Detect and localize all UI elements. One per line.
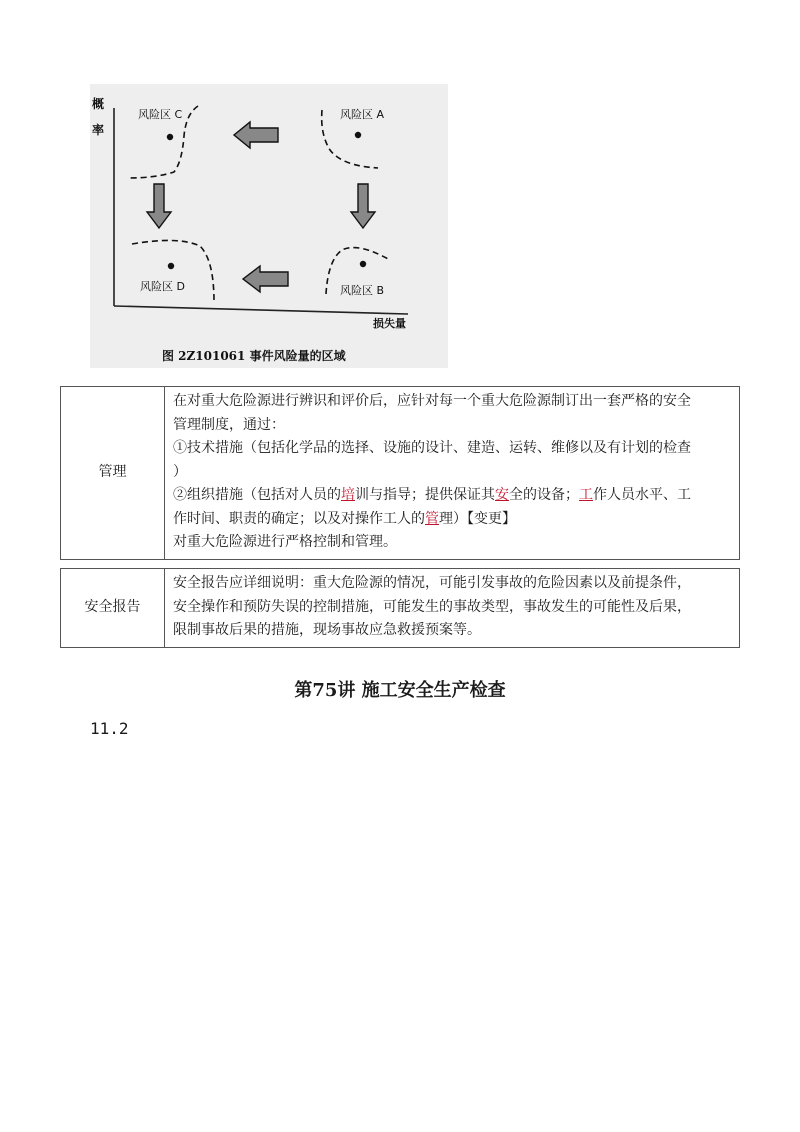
text-segment: 作时间、职责的确定；以及对操作工人的 [173, 510, 425, 527]
text-segment: ②组织措施（包括对人员的 [173, 487, 341, 503]
text-segment: 训与指导；提供保证其 [355, 487, 495, 503]
section-title: 第75讲 施工安全生产检查 [294, 680, 506, 701]
zone-b-point [360, 261, 366, 267]
table-row [61, 569, 740, 648]
safety-report-label: 安全报告 [61, 569, 165, 648]
text-segment: 作人员水平、工 [593, 487, 691, 503]
zone-c-label: 风险区 C [138, 108, 183, 121]
management-line-7: 对重大危险源进行严格控制和管理。 [173, 534, 397, 550]
management-line-6 [173, 508, 733, 532]
table-row [61, 387, 740, 560]
management-label: 管理 [61, 387, 165, 560]
safety-report-table [60, 568, 740, 648]
safety-report-line-1: 安全报告应详细说明：重大危险源的情况，可能引发事故的危险因素以及前提条件， [173, 575, 691, 591]
zone-a-label: 风险区 A [340, 108, 385, 121]
safety-report-content [165, 569, 740, 648]
management-line-4: ） [173, 463, 187, 480]
zone-d-point [168, 263, 174, 269]
management-line-5 [173, 484, 733, 508]
zone-a-point [355, 132, 361, 138]
arrow-c-to-d-icon [147, 184, 171, 228]
text-segment: 全的设备； [509, 487, 579, 503]
management-content [165, 387, 740, 560]
risk-zone-diagram [90, 84, 448, 368]
highlighted-char: 培 [341, 487, 355, 503]
zone-b-label: 风险区 B [340, 284, 385, 297]
highlighted-char: 工 [579, 487, 593, 503]
arrow-a-to-b-icon [351, 184, 375, 228]
x-axis [114, 306, 408, 314]
figure-caption: 图 2Z101061 事件风险量的区域 [162, 349, 346, 363]
text-segment: 理）【变更】 [439, 510, 516, 527]
y-axis-label-bottom: 率 [92, 123, 105, 137]
zone-d-label: 风险区 D [140, 280, 185, 293]
highlighted-char: 管 [425, 510, 439, 527]
management-line-2: 管理制度，通过： [173, 416, 285, 433]
arrow-a-to-c-icon [234, 122, 278, 148]
zone-c-point [167, 134, 173, 140]
safety-report-line-3: 限制事故后果的措施，现场事故应急救援预案等。 [173, 622, 481, 638]
arrow-b-to-d-icon [243, 266, 288, 292]
management-line-1: 在对重大危险源进行辨识和评价后，应针对每一个重大危险源制订出一套严格的安全 [173, 393, 691, 409]
risk-zone-figure [90, 84, 448, 368]
management-table [60, 386, 740, 560]
x-axis-label: 损失量 [373, 317, 406, 330]
section-number: 11.2 [90, 719, 129, 738]
safety-report-line-2: 安全操作和预防失误的控制措施，可能发生的事故类型，事故发生的可能性及后果， [173, 598, 691, 615]
highlighted-char: 安 [495, 487, 509, 503]
y-axis-label-top: 概 [92, 97, 105, 111]
management-line-3: ①技术措施（包括化学品的选择、设施的设计、建造、运转、维修以及有计划的检查 [173, 440, 691, 456]
